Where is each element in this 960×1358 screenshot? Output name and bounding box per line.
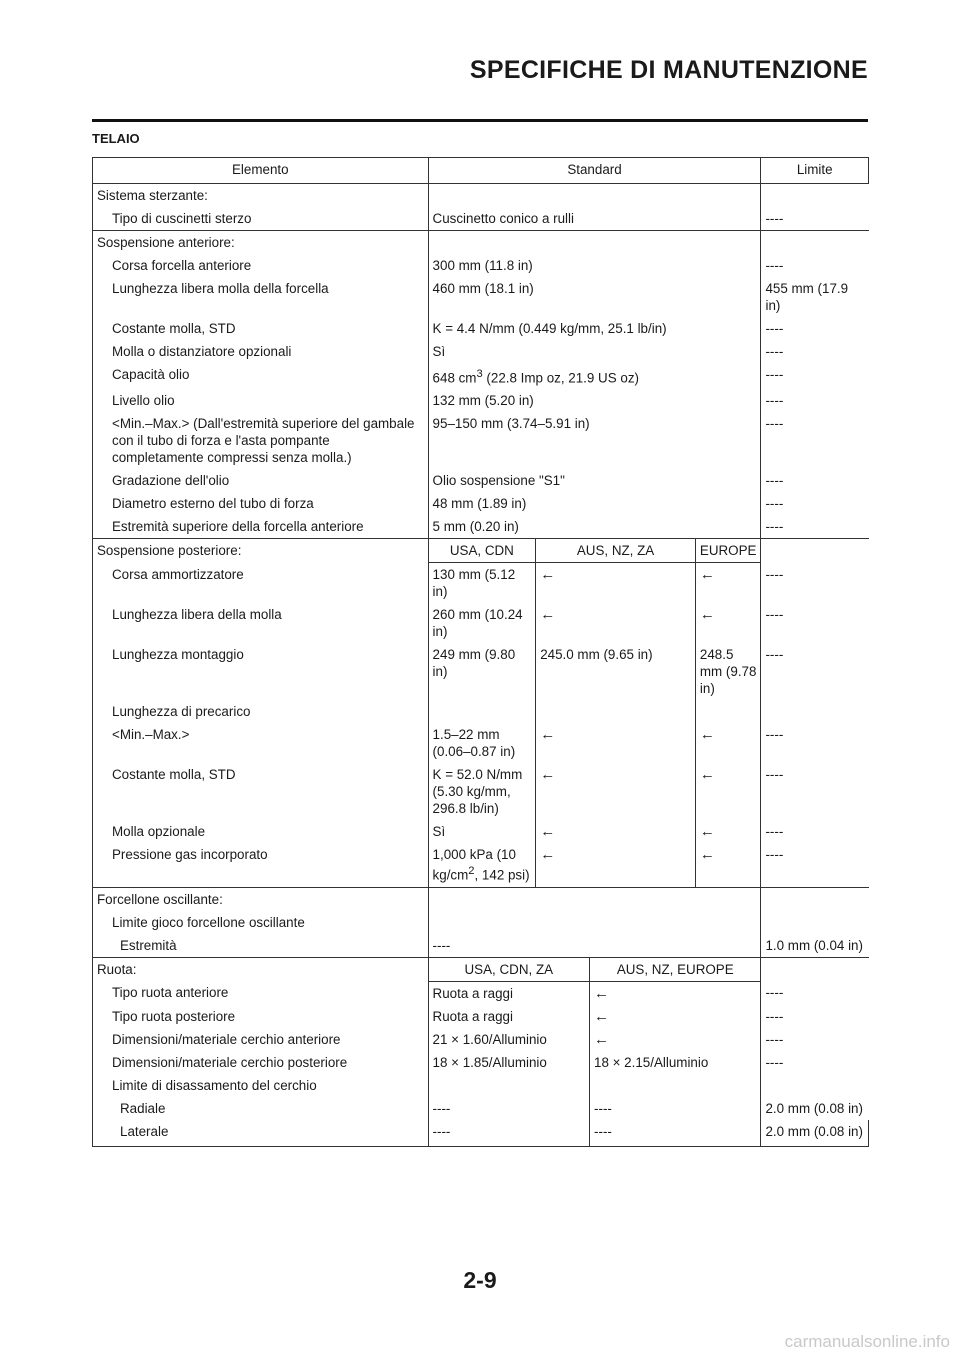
row-limit: ---- xyxy=(765,607,784,623)
row-standard: 300 mm (11.8 in) xyxy=(428,254,761,277)
same-arrow: ← xyxy=(536,843,696,887)
same-arrow: ← xyxy=(536,563,696,604)
row-standard: 460 mm (18.1 in) xyxy=(428,277,761,317)
value-b: ---- xyxy=(590,1097,761,1120)
row-label: Dimensioni/materiale cerchio posteriore xyxy=(93,1051,429,1074)
table-row xyxy=(93,763,869,820)
table-row xyxy=(93,911,869,934)
row-label: Pressione gas incorporato xyxy=(93,843,429,887)
same-arrow: ← xyxy=(590,1028,761,1051)
page-number: 2-9 xyxy=(463,1267,497,1293)
table-row xyxy=(93,515,869,539)
table-row xyxy=(93,469,869,492)
row-limit: ---- xyxy=(765,519,784,535)
table-row xyxy=(93,231,869,255)
row-label: Tipo ruota posteriore xyxy=(93,1005,429,1028)
row-label: Lunghezza libera della molla xyxy=(93,603,429,643)
row-label: Tipo ruota anteriore xyxy=(93,981,429,1005)
row-limit: ---- xyxy=(765,566,784,582)
row-label: Dimensioni/materiale cerchio anteriore xyxy=(93,1028,429,1051)
same-arrow: ← xyxy=(695,843,761,887)
table-row xyxy=(93,1005,869,1028)
region-header: USA, CDN xyxy=(428,539,536,563)
row-label: Gradazione dell'olio xyxy=(93,469,429,492)
row-limit: ---- xyxy=(765,1008,784,1024)
table-row xyxy=(93,603,869,643)
row-label: Limite gioco forcellone oscillante xyxy=(93,911,429,934)
row-limit: ---- xyxy=(765,727,784,743)
row-label: Estremità superiore della forcella anteriore xyxy=(93,515,429,539)
row-label: Lunghezza libera molla della forcella xyxy=(93,277,429,317)
table-row xyxy=(93,1028,869,1051)
same-arrow: ← xyxy=(536,723,696,763)
row-limit: ---- xyxy=(765,258,784,273)
row-limit: 455 mm (17.9 in) xyxy=(765,281,849,313)
table-row xyxy=(93,563,869,604)
same-arrow: ← xyxy=(590,981,761,1005)
row-limit: ---- xyxy=(765,393,784,409)
row-limit: ---- xyxy=(765,847,784,863)
value-a: ---- xyxy=(432,1100,451,1116)
value-usa: 130 mm (5.12 in) xyxy=(432,567,516,600)
same-arrow: ← xyxy=(536,763,696,820)
table-row xyxy=(93,492,869,515)
row-label: Livello olio xyxy=(93,389,429,412)
value-usa: 1.5–22 mm (0.06–0.87 in) xyxy=(432,727,516,760)
row-label: Limite di disassamento del cerchio xyxy=(93,1074,429,1097)
row-label: Molla o distanziatore opzionali xyxy=(93,340,429,363)
same-arrow: ← xyxy=(536,820,696,843)
page-title: SPECIFICHE DI MANUTENZIONE xyxy=(469,56,868,84)
row-limit: ---- xyxy=(765,1054,784,1070)
group-label: Sospensione anteriore: xyxy=(93,231,429,255)
row-limit: 1.0 mm (0.04 in) xyxy=(765,937,863,953)
same-arrow: ← xyxy=(695,820,761,843)
table-row xyxy=(93,723,869,763)
row-label: <Min.–Max.> xyxy=(93,723,429,763)
row-limit: ---- xyxy=(765,985,784,1001)
table-row xyxy=(93,184,869,208)
same-arrow: ← xyxy=(695,723,761,763)
same-arrow: ← xyxy=(695,763,761,820)
row-limit: ---- xyxy=(765,416,784,432)
row-limit: ---- xyxy=(765,344,784,359)
value-usa: K = 52.0 N/mm (5.30 kg/mm, 296.8 lb/in) xyxy=(432,767,523,817)
value-a: 18 × 1.85/Alluminio xyxy=(432,1054,547,1070)
table-row xyxy=(93,887,869,911)
spec-table xyxy=(92,157,869,1147)
table-row xyxy=(93,1074,869,1097)
row-limit: ---- xyxy=(765,1031,784,1047)
row-label: Lunghezza montaggio xyxy=(93,643,429,700)
row-limit: 2.0 mm (0.08 in) xyxy=(761,1120,869,1147)
table-row xyxy=(93,1051,869,1074)
row-standard: K = 4.4 N/mm (0.449 kg/mm, 25.1 lb/in) xyxy=(428,317,761,340)
row-limit: ---- xyxy=(765,496,784,512)
row-label: Diametro esterno del tubo di forza xyxy=(93,492,429,515)
table-header-row xyxy=(93,158,869,184)
header-elemento: Elemento xyxy=(93,158,429,184)
row-limit: ---- xyxy=(765,367,784,382)
row-standard: Olio sospensione "S1" xyxy=(428,469,761,492)
region-header: AUS, NZ, ZA xyxy=(536,539,696,563)
row-limit: ---- xyxy=(765,767,784,783)
row-standard: ---- xyxy=(428,934,761,958)
row-limit: ---- xyxy=(765,321,784,336)
row-label: Costante molla, STD xyxy=(93,763,429,820)
row-label: Radiale xyxy=(93,1097,429,1120)
row-limit: ---- xyxy=(765,824,784,840)
group-label: Ruota: xyxy=(93,957,429,981)
row-label: Capacità olio xyxy=(93,363,429,389)
value-a: Ruota a raggi xyxy=(432,1008,513,1024)
row-standard: 48 mm (1.89 in) xyxy=(428,492,761,515)
same-arrow: ← xyxy=(695,603,761,643)
same-arrow: ← xyxy=(536,603,696,643)
table-row xyxy=(93,317,869,340)
value-b: ---- xyxy=(590,1120,761,1147)
row-limit: ---- xyxy=(765,473,784,489)
row-label: Costante molla, STD xyxy=(93,317,429,340)
row-limit: ---- xyxy=(765,647,784,663)
row-label: <Min.–Max.> (Dall'estremità superiore del gambale con il tubo di forza e l'asta pompante completamente compressi senza molla.) xyxy=(93,412,429,469)
value-a: ---- xyxy=(428,1120,589,1147)
header-standard: Standard xyxy=(428,158,761,184)
row-label: Tipo di cuscinetti sterzo xyxy=(93,207,429,231)
table-row xyxy=(93,539,869,563)
row-standard: 5 mm (0.20 in) xyxy=(428,515,761,539)
table-row xyxy=(93,843,869,887)
table-row xyxy=(93,412,869,469)
group-label: Sistema sterzante: xyxy=(93,184,429,208)
table-row xyxy=(93,643,869,700)
table-row xyxy=(93,363,869,389)
title-divider xyxy=(92,119,868,122)
table-row xyxy=(93,934,869,958)
row-standard: 648 $cm^3$ (22.8 Imp oz, 21.9 US oz) xyxy=(428,363,761,389)
row-limit: 2.0 mm (0.08 in) xyxy=(765,1100,863,1116)
table-row xyxy=(93,981,869,1005)
same-arrow: ← xyxy=(695,563,761,604)
region-header: USA, CDN, ZA xyxy=(428,957,589,981)
watermark: carmanualsonline.info xyxy=(784,1332,950,1351)
table-row xyxy=(93,207,869,231)
value-usa: 260 mm (10.24 in) xyxy=(432,607,523,640)
group-label: Sospensione posteriore: xyxy=(93,539,429,563)
section-title: TELAIO xyxy=(92,131,140,146)
table-row xyxy=(93,389,869,412)
value-usa: 1,000 kPa (10 $kg/cm^2$, 142 psi) xyxy=(432,847,530,883)
row-label: Molla opzionale xyxy=(93,820,429,843)
row-label: Estremità xyxy=(93,934,429,958)
row-label: Corsa forcella anteriore xyxy=(93,254,429,277)
row-standard: Cuscinetto conico a rulli xyxy=(428,207,761,231)
row-standard: Sì xyxy=(428,340,761,363)
value-usa: Sì xyxy=(432,824,446,840)
value-a: 21 × 1.60/Alluminio xyxy=(432,1031,547,1047)
value-a: Ruota a raggi xyxy=(432,985,513,1001)
table-row xyxy=(93,700,869,723)
row-standard: 95–150 mm (3.74–5.91 in) xyxy=(428,412,761,469)
table-row xyxy=(93,1097,869,1120)
table-row xyxy=(93,820,869,843)
value-usa: 249 mm (9.80 in) xyxy=(432,647,516,680)
row-limit: ---- xyxy=(765,211,784,226)
row-label: Laterale xyxy=(93,1120,429,1147)
table-row xyxy=(93,254,869,277)
table-row xyxy=(93,957,869,981)
value-eu: 248.5 mm (9.78 in) xyxy=(695,643,761,700)
region-header: AUS, NZ, EUROPE xyxy=(590,957,761,981)
row-label: Lunghezza di precarico xyxy=(93,700,429,723)
table-row xyxy=(93,340,869,363)
group-label: Forcellone oscillante: xyxy=(93,887,429,911)
row-standard: 132 mm (5.20 in) xyxy=(428,389,761,412)
same-arrow: ← xyxy=(590,1005,761,1028)
table-row xyxy=(93,277,869,317)
row-label: Corsa ammortizzatore xyxy=(93,563,429,604)
value-aus: 245.0 mm (9.65 in) xyxy=(536,643,696,700)
region-header: EUROPE xyxy=(695,539,761,563)
header-limite: Limite xyxy=(761,158,869,184)
table-row xyxy=(93,1120,869,1147)
value-b: 18 × 2.15/Alluminio xyxy=(590,1051,761,1074)
